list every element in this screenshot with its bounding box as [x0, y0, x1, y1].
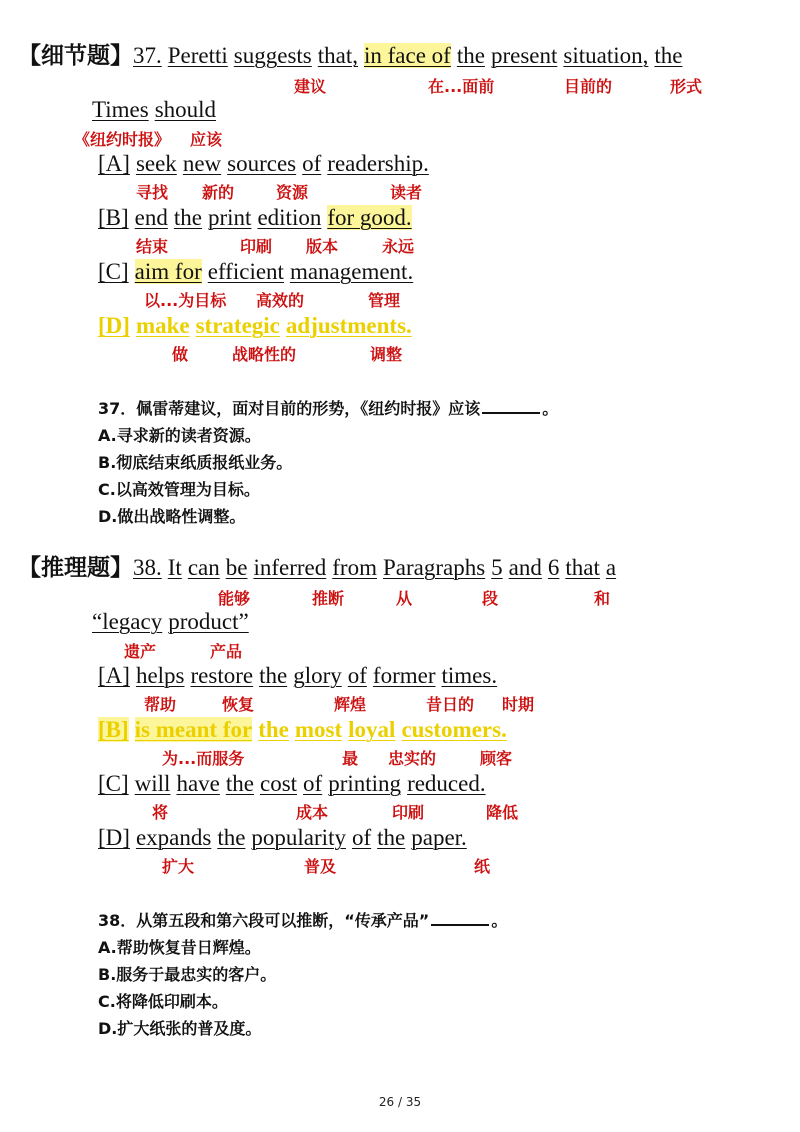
q37-cn-option-b: B.彻底结束纸质报纸业务。	[98, 453, 293, 472]
answer-blank	[482, 398, 540, 414]
option-word: have	[176, 771, 220, 796]
gloss: 和	[594, 589, 611, 608]
gloss: 将	[152, 803, 169, 822]
option-word: strategic	[195, 313, 280, 338]
stem-phrase-highlighted: in face of	[364, 43, 451, 68]
stem-word: Times	[92, 97, 149, 122]
option-word: former	[372, 663, 436, 688]
stem-word: from	[332, 555, 377, 580]
q37-option-d-answer	[98, 312, 412, 340]
option-word: loyal	[348, 717, 396, 742]
stem-word: that,	[317, 43, 358, 68]
gloss: 高效的	[256, 291, 305, 310]
option-word: paper.	[411, 825, 467, 850]
q38-tag: 【推理题】	[18, 555, 133, 581]
stem-word: product”	[168, 609, 249, 634]
cn-stem-end: 。	[491, 911, 508, 930]
q38-option-b-answer	[98, 716, 507, 744]
option-word: of	[351, 825, 372, 850]
gloss: 战略性的	[232, 345, 297, 364]
option-word: times.	[441, 663, 498, 688]
gloss: 纸	[474, 857, 491, 876]
q38-option-d	[98, 824, 467, 852]
cn-stem-text: 38．从第五段和第六段可以推断，“传承产品”	[98, 911, 430, 930]
option-word: management.	[289, 259, 414, 284]
cn-stem-end: 。	[542, 399, 559, 418]
option-word: end	[134, 205, 168, 230]
q37-tag: 【细节题】	[18, 43, 133, 69]
option-phrase-highlighted: for good.	[327, 205, 412, 230]
option-word: of	[347, 663, 367, 688]
q38-cn-option-d: D.扩大纸张的普及度。	[98, 1019, 262, 1038]
option-word: sources	[227, 151, 297, 176]
option-letter: [C]	[98, 259, 129, 284]
gloss: 最	[342, 749, 359, 768]
option-word: the	[173, 205, 202, 230]
gloss: 资源	[276, 183, 309, 202]
option-word: cost	[259, 771, 298, 796]
option-word: printing	[328, 771, 402, 796]
gloss: 调整	[370, 345, 403, 364]
gloss: 寻找	[136, 183, 169, 202]
gloss: 印刷	[392, 803, 425, 822]
option-word: helps	[135, 663, 185, 688]
option-word: most	[294, 717, 343, 742]
gloss: 在...面前	[428, 77, 495, 96]
gloss: 形式	[670, 77, 703, 96]
stem-word: be	[225, 555, 248, 580]
option-letter: [B]	[98, 205, 129, 230]
option-word: popularity	[251, 825, 346, 850]
q38-option-a	[98, 662, 497, 690]
option-word: of	[303, 771, 323, 796]
q38-cn-option-a: A.帮助恢复昔日辉煌。	[98, 938, 261, 957]
option-word: new	[182, 151, 222, 176]
gloss: 时期	[502, 695, 535, 714]
option-letter: [D]	[98, 313, 130, 338]
stem-word: situation,	[563, 43, 649, 68]
option-word: the	[259, 663, 288, 688]
gloss: 推断	[312, 589, 345, 608]
stem-word: that	[565, 555, 600, 580]
q37-cn-option-a: A.寻求新的读者资源。	[98, 426, 261, 445]
option-word: adjustments.	[285, 313, 412, 338]
page-number: 26 / 35	[378, 1095, 422, 1109]
gloss: 段	[482, 589, 499, 608]
gloss: 建议	[294, 77, 327, 96]
stem-word: present	[490, 43, 558, 68]
stem-word: can	[187, 555, 220, 580]
option-word: expands	[135, 825, 212, 850]
gloss: 恢复	[222, 695, 255, 714]
q37-cn-stem	[98, 398, 558, 420]
option-word: edition	[257, 205, 322, 230]
gloss: 为...而服务	[162, 749, 245, 768]
option-letter: [B]	[98, 717, 129, 742]
gloss: 成本	[296, 803, 329, 822]
stem-word: “legacy	[92, 609, 163, 634]
option-word: the	[225, 771, 254, 796]
q38-stem-line2	[92, 608, 249, 636]
stem-word: and	[508, 555, 542, 580]
option-word: glory	[293, 663, 342, 688]
q38-number: 38.	[133, 555, 162, 580]
gloss: 应该	[190, 130, 223, 149]
gloss: 新的	[202, 183, 235, 202]
gloss: 《纽约时报》	[74, 130, 171, 149]
stem-word: Peretti	[167, 43, 228, 68]
option-word: the	[258, 717, 289, 742]
option-letter: [D]	[98, 825, 130, 850]
stem-word: 6	[547, 555, 560, 580]
option-word: customers.	[401, 717, 507, 742]
gloss: 普及	[304, 857, 337, 876]
option-word: print	[208, 205, 252, 230]
cn-stem-text: 37．佩雷蒂建议，面对目前的形势，《纽约时报》应该	[98, 399, 481, 418]
option-word: the	[377, 825, 406, 850]
gloss: 以...为目标	[144, 291, 227, 310]
q38-stem-line1	[18, 554, 616, 582]
gloss: 从	[396, 589, 413, 608]
option-word: the	[217, 825, 246, 850]
gloss: 管理	[368, 291, 401, 310]
q37-option-c	[98, 258, 413, 286]
option-letter: [A]	[98, 663, 130, 688]
gloss: 昔日的	[426, 695, 475, 714]
gloss: 顾客	[480, 749, 513, 768]
stem-word: It	[167, 555, 182, 580]
gloss: 扩大	[162, 857, 195, 876]
option-word: efficient	[207, 259, 284, 284]
option-word: of	[302, 151, 322, 176]
gloss: 帮助	[144, 695, 177, 714]
gloss: 印刷	[240, 237, 273, 256]
gloss: 目前的	[564, 77, 613, 96]
gloss: 产品	[210, 642, 243, 661]
stem-word: should	[154, 97, 217, 122]
option-word: readership.	[327, 151, 429, 176]
stem-word: 5	[491, 555, 503, 580]
q37-stem-line2	[92, 96, 216, 124]
answer-blank	[431, 910, 489, 926]
q37-option-b	[98, 204, 412, 232]
q37-option-a	[98, 150, 429, 178]
option-word: will	[134, 771, 171, 796]
gloss: 遗产	[124, 642, 157, 661]
option-word: reduced.	[407, 771, 486, 796]
gloss: 做	[172, 345, 189, 364]
stem-word: inferred	[253, 555, 327, 580]
option-letter: [A]	[98, 151, 130, 176]
gloss: 辉煌	[334, 695, 367, 714]
gloss: 版本	[306, 237, 339, 256]
q37-stem-line1	[18, 42, 682, 70]
stem-word: the	[456, 43, 485, 68]
stem-word: suggests	[233, 43, 312, 68]
option-word: seek	[135, 151, 177, 176]
option-phrase-highlighted: is meant for	[134, 717, 253, 742]
stem-word: a	[605, 555, 617, 580]
gloss: 读者	[390, 183, 423, 202]
gloss: 永远	[382, 237, 415, 256]
option-word: restore	[190, 663, 254, 688]
gloss: 忠实的	[388, 749, 437, 768]
q38-cn-stem	[98, 910, 507, 932]
gloss: 结束	[136, 237, 169, 256]
gloss: 能够	[218, 589, 251, 608]
option-phrase-highlighted: aim for	[134, 259, 202, 284]
q37-cn-option-c: C.以高效管理为目标。	[98, 480, 260, 499]
option-letter: [C]	[98, 771, 129, 796]
gloss: 降低	[486, 803, 519, 822]
q38-cn-option-b: B.服务于最忠实的客户。	[98, 965, 277, 984]
q37-number: 37.	[133, 43, 162, 68]
stem-word: Paragraphs	[382, 555, 486, 580]
stem-word: the	[654, 43, 683, 68]
option-word: make	[135, 313, 190, 338]
q37-cn-option-d: D.做出战略性调整。	[98, 507, 246, 526]
q38-cn-option-c: C.将降低印刷本。	[98, 992, 228, 1011]
q38-option-c	[98, 770, 486, 798]
